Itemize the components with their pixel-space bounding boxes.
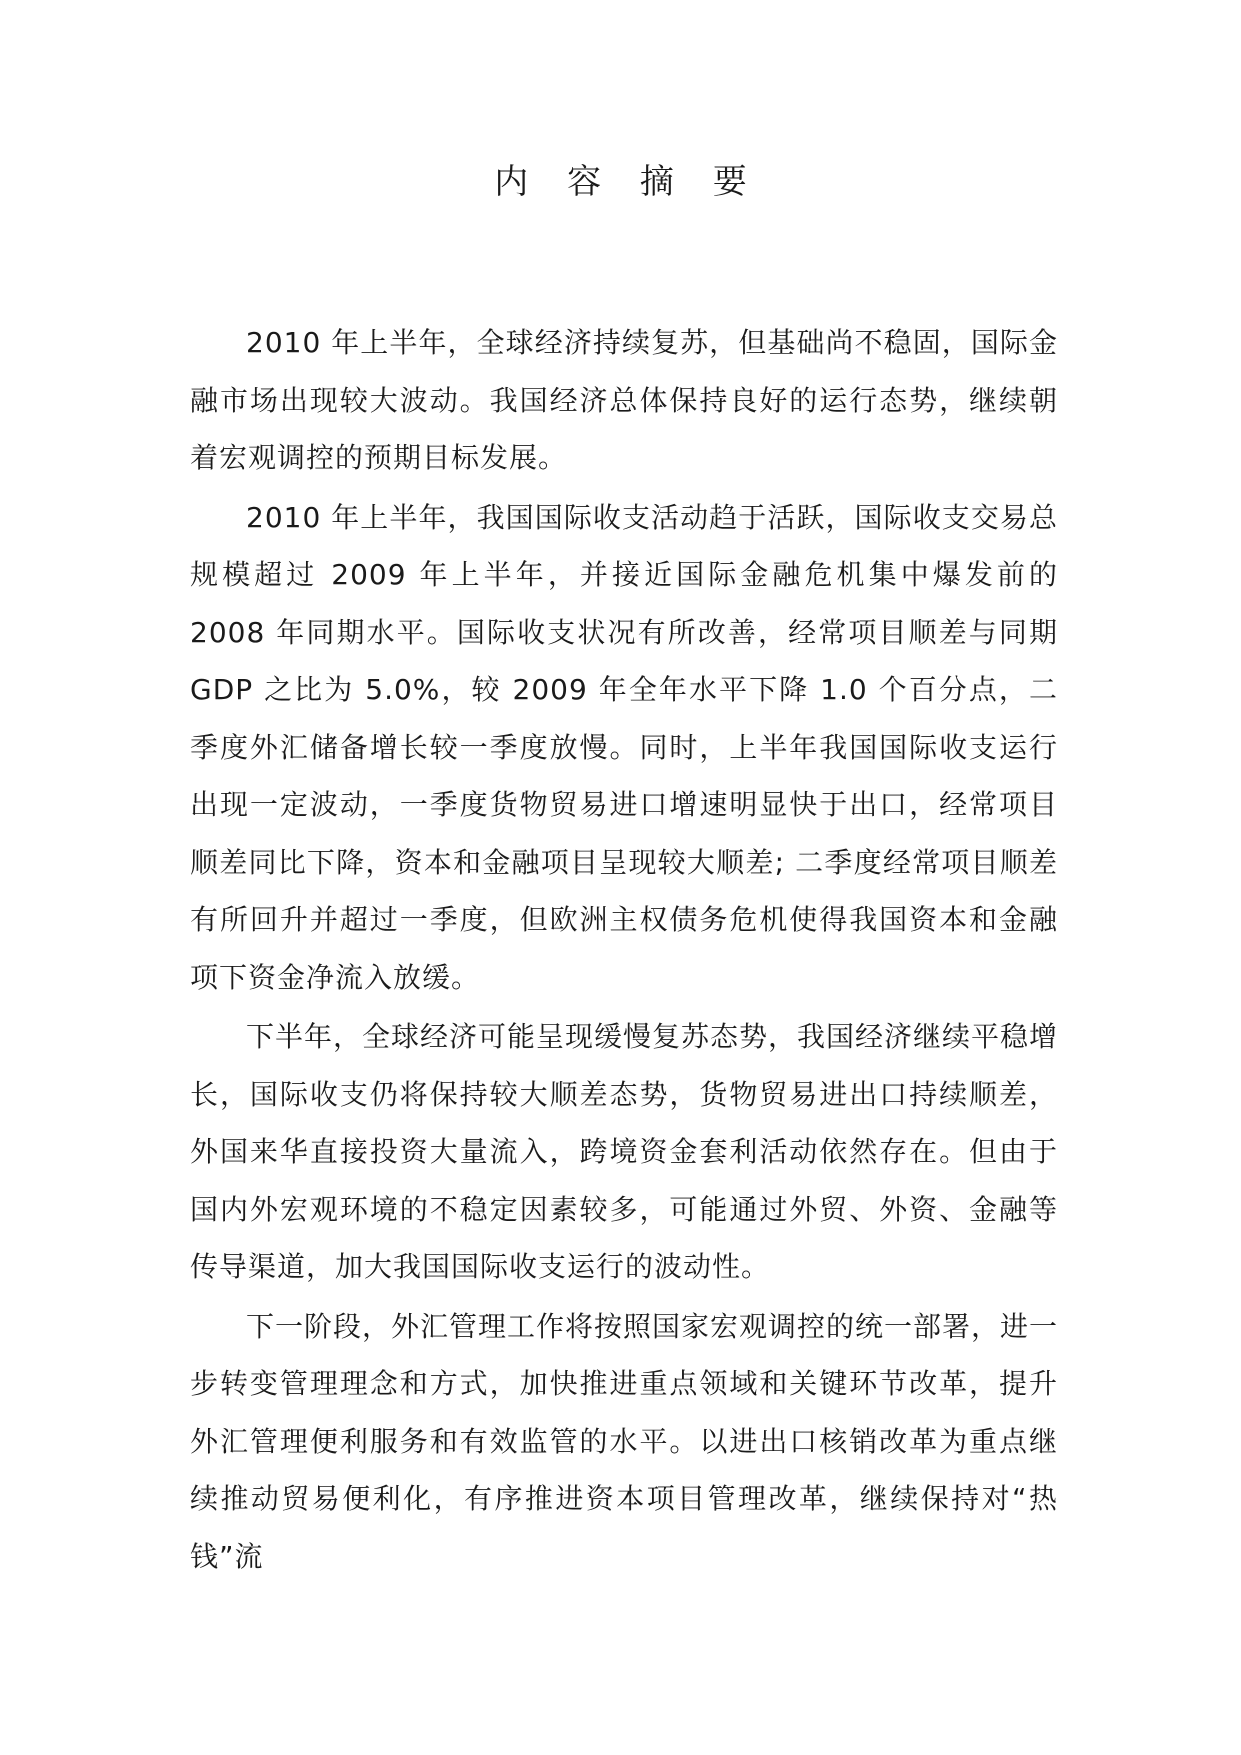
paragraph-4: 下一阶段，外汇管理工作将按照国家宏观调控的统一部署，进一步转变管理理念和方式，加快推进重点领域和关键环节改革，提升外汇管理便利服务和有效监管的水平。以进出口核销改革为重点继续推动贸易便利化，有序推进资本项目管理改革，继续保持对“热钱”流 bbox=[190, 1309, 1059, 1573]
paragraph-3: 下半年，全球经济可能呈现缓慢复苏态势，我国经济继续平稳增长，国际收支仍将保持较大顺差态势，货物贸易进出口持续顺差，外国来华直接投资大量流入，跨境资金套利活动依然存在。但由于国内外宏观环境的不稳定因素较多，可能通过外贸、外资、金融等传导渠道，加大我国国际收支运行的波动性。 bbox=[190, 1020, 1059, 1283]
paragraph-1: 2010 年上半年，全球经济持续复苏，但基础尚不稳固，国际金融市场出现较大波动。我国经济总体保持良好的运行态势，继续朝着宏观调控的预期目标发展。 bbox=[190, 326, 1058, 474]
page-title: 内 容 摘 要 bbox=[494, 162, 761, 202]
paragraph-2: 2010 年上半年，我国国际收支活动趋于活跃，国际收支交易总规模超过 2009 年上半年，并接近国际金融危机集中爆发前的 2008 年同期水平。国际收支状况有所改善，经常项目顺差与同期 GDP 之比为 5.0%，较 2009 年全年水平下降 1.0 个百分点，二季度外汇储备增长较一季度放慢。同时，上半年我国国际收支运行出现一定波动，一季度货物贸易进口增速明显快于出口，经常项目顺差同比下降，资本和金融项目呈现较大顺差; 二季度经常项目顺差有所回升并超过一季度，但欧洲主权债务危机使得我国资本和金融项下资金净流入放缓。 bbox=[190, 500, 1058, 994]
document-body bbox=[190, 314, 1058, 1587]
